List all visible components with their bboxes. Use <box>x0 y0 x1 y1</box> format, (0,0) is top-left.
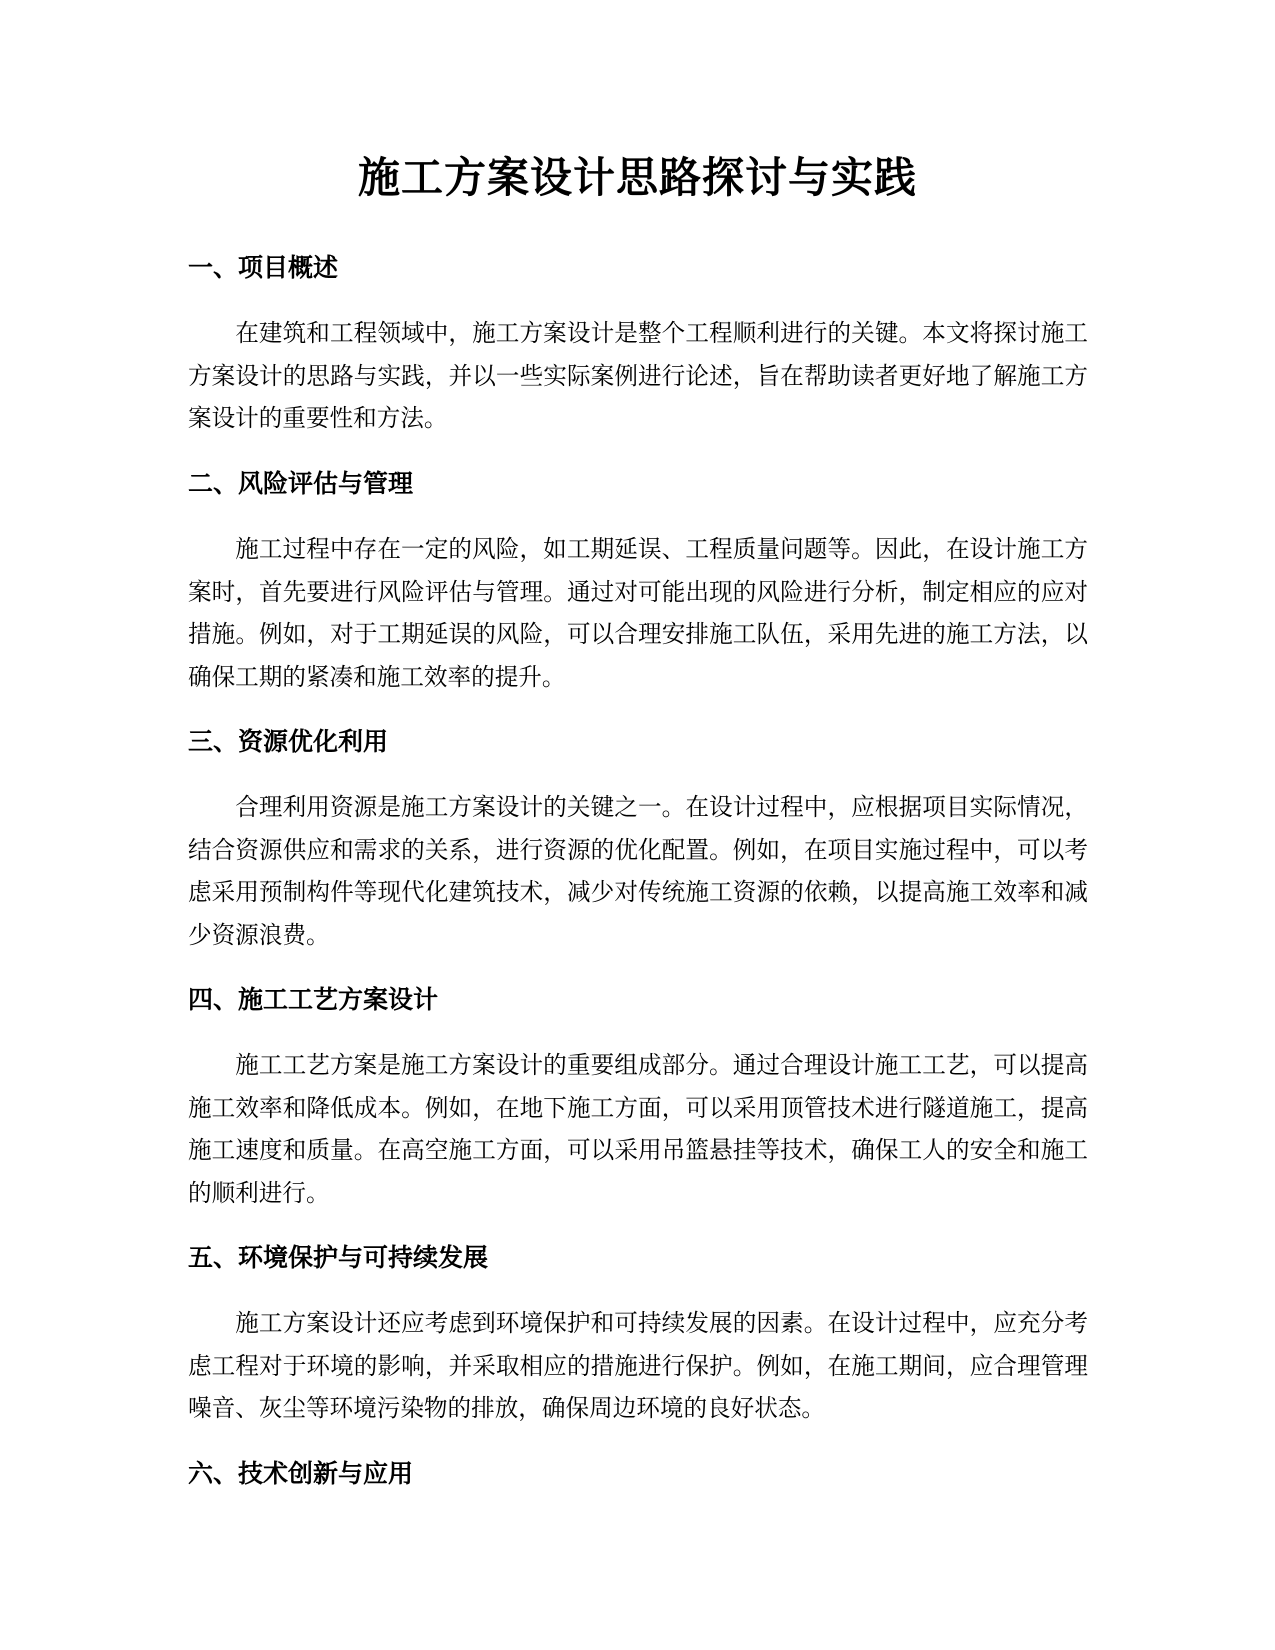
section-paragraph: 施工过程中存在一定的风险，如工期延误、工程质量问题等。因此，在设计施工方案时，首先要进行风险评估与管理。通过对可能出现的风险进行分析，制定相应的应对措施。例如，对于工期延误的风险，可以合理安排施工队伍，采用先进的施工方法，以确保工期的紧凑和施工效率的提升。 <box>188 535 1088 692</box>
section-construction-process <box>188 982 1088 1215</box>
section-paragraph: 在建筑和工程领域中，施工方案设计是整个工程顺利进行的关键。本文将探讨施工方案设计的思路与实践，并以一些实际案例进行论述，旨在帮助读者更好地了解施工方案设计的重要性和方法。 <box>188 319 1088 433</box>
section-environmental-protection <box>188 1240 1088 1430</box>
section-paragraph: 施工工艺方案是施工方案设计的重要组成部分。通过合理设计施工工艺，可以提高施工效率和降低成本。例如，在地下施工方面，可以采用顶管技术进行隧道施工，提高施工速度和质量。在高空施工方面，可以采用吊篮悬挂等技术，确保工人的安全和施工的顺利进行。 <box>188 1051 1088 1208</box>
section-heading: 三、资源优化利用 <box>188 727 389 756</box>
section-heading: 四、施工工艺方案设计 <box>188 985 439 1014</box>
section-heading: 一、项目概述 <box>188 253 339 282</box>
section-risk-management <box>188 466 1088 699</box>
section-heading: 六、技术创新与应用 <box>188 1459 414 1488</box>
document-title: 施工方案设计思路探讨与实践 <box>357 153 917 202</box>
section-paragraph: 合理利用资源是施工方案设计的关键之一。在设计过程中，应根据项目实际情况，结合资源供应和需求的关系，进行资源的优化配置。例如，在项目实施过程中，可以考虑采用预制构件等现代化建筑技术，减少对传统施工资源的依赖，以提高施工效率和减少资源浪费。 <box>188 793 1088 950</box>
section-heading: 二、风险评估与管理 <box>188 469 414 498</box>
section-heading: 五、环境保护与可持续发展 <box>188 1243 489 1272</box>
section-resource-optimization <box>188 724 1088 957</box>
section-technical-innovation <box>188 1456 1088 1492</box>
section-project-overview <box>188 250 1088 440</box>
section-paragraph: 施工方案设计还应考虑到环境保护和可持续发展的因素。在设计过程中，应充分考虑工程对于环境的影响，并采取相应的措施进行保护。例如，在施工期间，应合理管理噪音、灰尘等环境污染物的排放，确保周边环境的良好状态。 <box>188 1309 1088 1423</box>
